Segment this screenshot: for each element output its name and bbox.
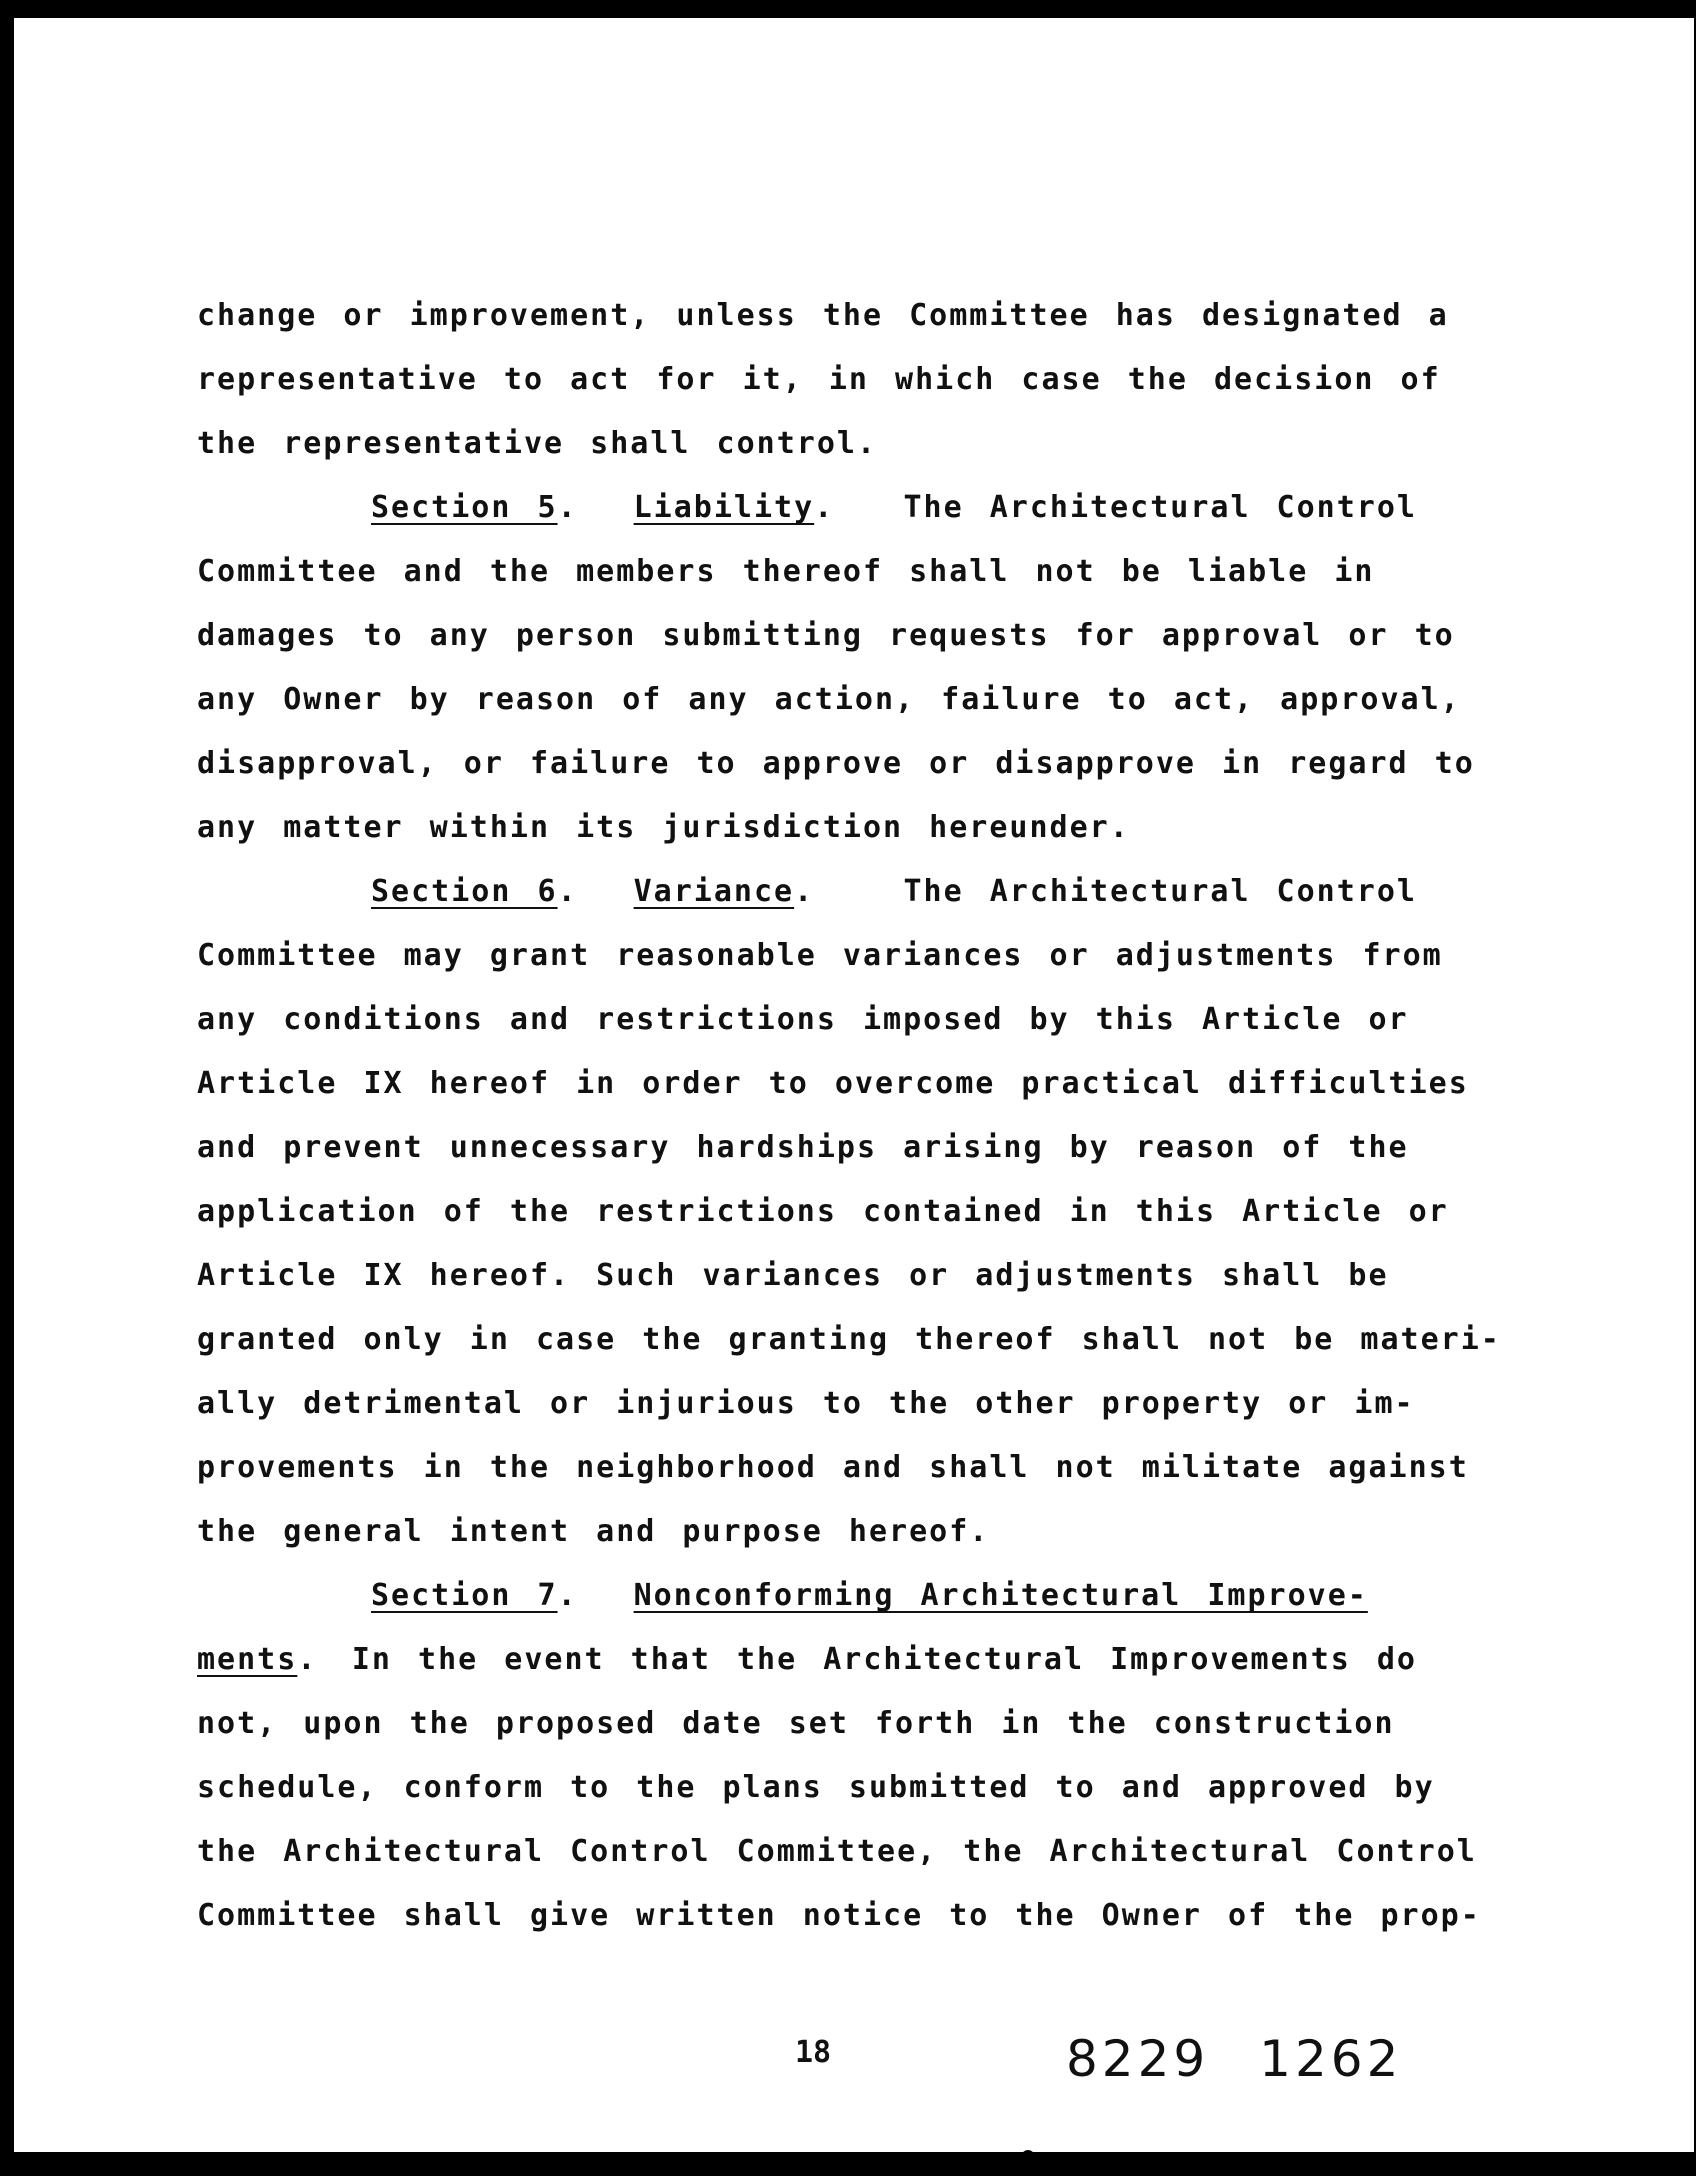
text-line: representative to act for it, in which case the decision of — [197, 362, 1441, 397]
document-number: 8229 1262 — [1066, 2030, 1403, 2088]
text-line: Committee may grant reasonable variances or adjustments from — [197, 938, 1443, 973]
text-line: any Owner by reason of any action, failure to act, approval, — [197, 682, 1461, 717]
scan-speck — [1022, 2150, 1034, 2160]
text-line: any conditions and restrictions imposed by this Article or — [197, 1002, 1409, 1037]
text-line: Committee shall give written notice to the Owner of the prop- — [197, 1898, 1481, 1933]
text-line: not, upon the proposed date set forth in the construction — [197, 1706, 1395, 1741]
text-line: the general intent and purpose hereof. — [197, 1514, 990, 1549]
text-line: the Architectural Control Committee, the Architectural Control — [197, 1834, 1477, 1869]
section-5-heading: Liability — [633, 490, 815, 525]
section-5-heading-line: Section 5. Liability. The Architectural Control — [371, 490, 1417, 525]
text-line: Article IX hereof. Such variances or adjustments shall be — [197, 1258, 1389, 1293]
text-line: schedule, conform to the plans submitted to and approved by — [197, 1770, 1435, 1805]
scan-speck — [8, 650, 14, 662]
section-6-label: Section 6 — [371, 874, 558, 909]
text-line: Article IX hereof in order to overcome practical difficulties — [197, 1066, 1469, 1101]
text-line: granted only in case the granting thereof shall not be materi- — [197, 1322, 1501, 1357]
section-7-heading-continued: ments — [197, 1642, 298, 1677]
text-line: any matter within its jurisdiction hereunder. — [197, 810, 1130, 845]
text-line: damages to any person submitting requests for approval or to — [197, 618, 1455, 653]
text-line: Committee and the members thereof shall not be liable in — [197, 554, 1375, 589]
section-7-heading: Nonconforming Architectural Improve- — [633, 1578, 1368, 1613]
section-6-heading-line: Section 6. Variance. The Architectural Control — [371, 874, 1417, 909]
section-7-label: Section 7 — [371, 1578, 558, 1613]
text-line: ally detrimental or injurious to the other property or im- — [197, 1386, 1415, 1421]
text-line: disapproval, or failure to approve or disapprove in regard to — [197, 746, 1475, 781]
text-line: change or improvement, unless the Committee has designated a — [197, 298, 1449, 333]
text-line: the representative shall control. — [197, 426, 878, 461]
text-line: application of the restrictions contained in this Article or — [197, 1194, 1449, 1229]
text-line: and prevent unnecessary hardships arising by reason of the — [197, 1130, 1409, 1165]
text-line: provements in the neighborhood and shall not militate against — [197, 1450, 1469, 1485]
section-6-heading: Variance — [633, 874, 795, 909]
document-body — [197, 284, 1501, 1948]
section-5-label: Section 5 — [371, 490, 558, 525]
page-number: 18 — [795, 2035, 832, 2070]
section-7-heading-line: Section 7. Nonconforming Architectural Improve- — [371, 1578, 1368, 1613]
text-line: ments. In the event that the Architectural Improvements do — [197, 1642, 1417, 1677]
